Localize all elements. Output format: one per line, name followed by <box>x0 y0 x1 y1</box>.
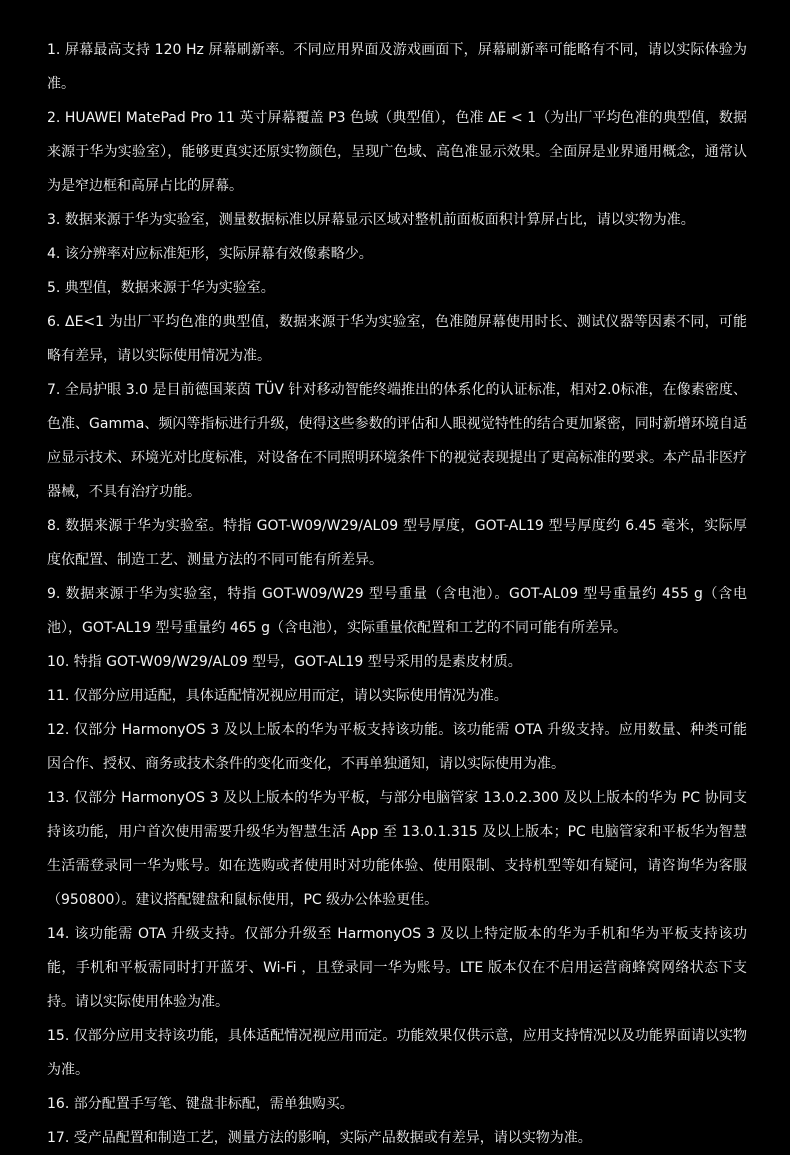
footnote-9: 9. 数据来源于华为实验室，特指 GOT-W09/W29 型号重量（含电池）。GOT-AL09 型号重量约 455 g（含电池），GOT-AL19 型号重量约 465 g（含电池），实际重量依配置和工艺的不同可能有所差异。 <box>47 586 747 636</box>
footnote-16: 16. 部分配置手写笔、键盘非标配，需单独购买。 <box>47 1096 354 1112</box>
footnote-15: 15. 仅部分应用支持该功能，具体适配情况视应用而定。功能效果仅供示意，应用支持情况以及功能界面请以实物为准。 <box>47 1028 747 1078</box>
footnote-8: 8. 数据来源于华为实验室。特指 GOT-W09/W29/AL09 型号厚度，GOT-AL19 型号厚度约 6.45 毫米，实际厚度依配置、制造工艺、测量方法的不同可能有所差异。 <box>47 518 747 568</box>
footnote-10: 10. 特指 GOT-W09/W29/AL09 型号，GOT-AL19 型号采用的是素皮材质。 <box>47 654 522 670</box>
footnote-1: 1. 屏幕最高支持 120 Hz 屏幕刷新率。不同应用界面及游戏画面下，屏幕刷新率可能略有不同，请以实际体验为准。 <box>47 42 747 92</box>
footnote-5: 5. 典型值，数据来源于华为实验室。 <box>47 280 275 296</box>
footnote-13: 13. 仅部分 HarmonyOS 3 及以上版本的华为平板，与部分电脑管家 13.0.2.300 及以上版本的华为 PC 协同支持该功能，用户首次使用需要升级华为智慧生活 App 至 13.0.1.315 及以上版本；PC 电脑管家和平板华为智慧生活需登录同一华为账号。如在选购或者使用时对功能体验、使用限制、支持机型等如有疑问，请咨询华为客服（950800）。建议搭配键盘和鼠标使用，PC 级办公体验更佳。 <box>47 790 747 908</box>
footnote-12: 12. 仅部分 HarmonyOS 3 及以上版本的华为平板支持该功能。该功能需 OTA 升级支持。应用数量、种类可能因合作、授权、商务或技术条件的变化而变化，不再单独通知，请以实际使用为准。 <box>47 722 747 772</box>
footnote-2: 2. HUAWEI MatePad Pro 11 英寸屏幕覆盖 P3 色域（典型值），色准 ΔE < 1（为出厂平均色准的典型值，数据来源于华为实验室），能够更真实还原实物颜色，呈现广色域、高色准显示效果。全面屏是业界通用概念，通常认为是窄边框和高屏占比的屏幕。 <box>47 110 747 194</box>
footnote-4: 4. 该分辨率对应标准矩形，实际屏幕有效像素略少。 <box>47 246 373 262</box>
footnotes-list <box>47 33 747 1155</box>
footnote-14: 14. 该功能需 OTA 升级支持。仅部分升级至 HarmonyOS 3 及以上特定版本的华为手机和华为平板支持该功能，手机和平板需同时打开蓝牙、Wi-Fi ，且登录同一华为账号。LTE 版本仅在不启用运营商蜂窝网络状态下支持。请以实际使用体验为准。 <box>47 926 747 1010</box>
footnote-17: 17. 受产品配置和制造工艺，测量方法的影响，实际产品数据或有差异，请以实物为准。 <box>47 1130 592 1146</box>
footnote-11: 11. 仅部分应用适配，具体适配情况视应用而定，请以实际使用情况为准。 <box>47 688 508 704</box>
footnote-6: 6. ΔE<1 为出厂平均色准的典型值，数据来源于华为实验室，色准随屏幕使用时长、测试仪器等因素不同，可能略有差异，请以实际使用情况为准。 <box>47 314 747 364</box>
footnote-3: 3. 数据来源于华为实验室，测量数据标准以屏幕显示区域对整机前面板面积计算屏占比，请以实物为准。 <box>47 212 695 228</box>
footnote-7: 7. 全局护眼 3.0 是目前德国莱茵 TÜV 针对移动智能终端推出的体系化的认证标准，相对2.0标准，在像素密度、色准、Gamma、频闪等指标进行升级，使得这些参数的评估和人眼视觉特性的结合更加紧密，同时新增环境自适应显示技术、环境光对比度标准，对设备在不同照明环境条件下的视觉表现提出了更高标准的要求。本产品非医疗器械，不具有治疗功能。 <box>47 382 747 500</box>
